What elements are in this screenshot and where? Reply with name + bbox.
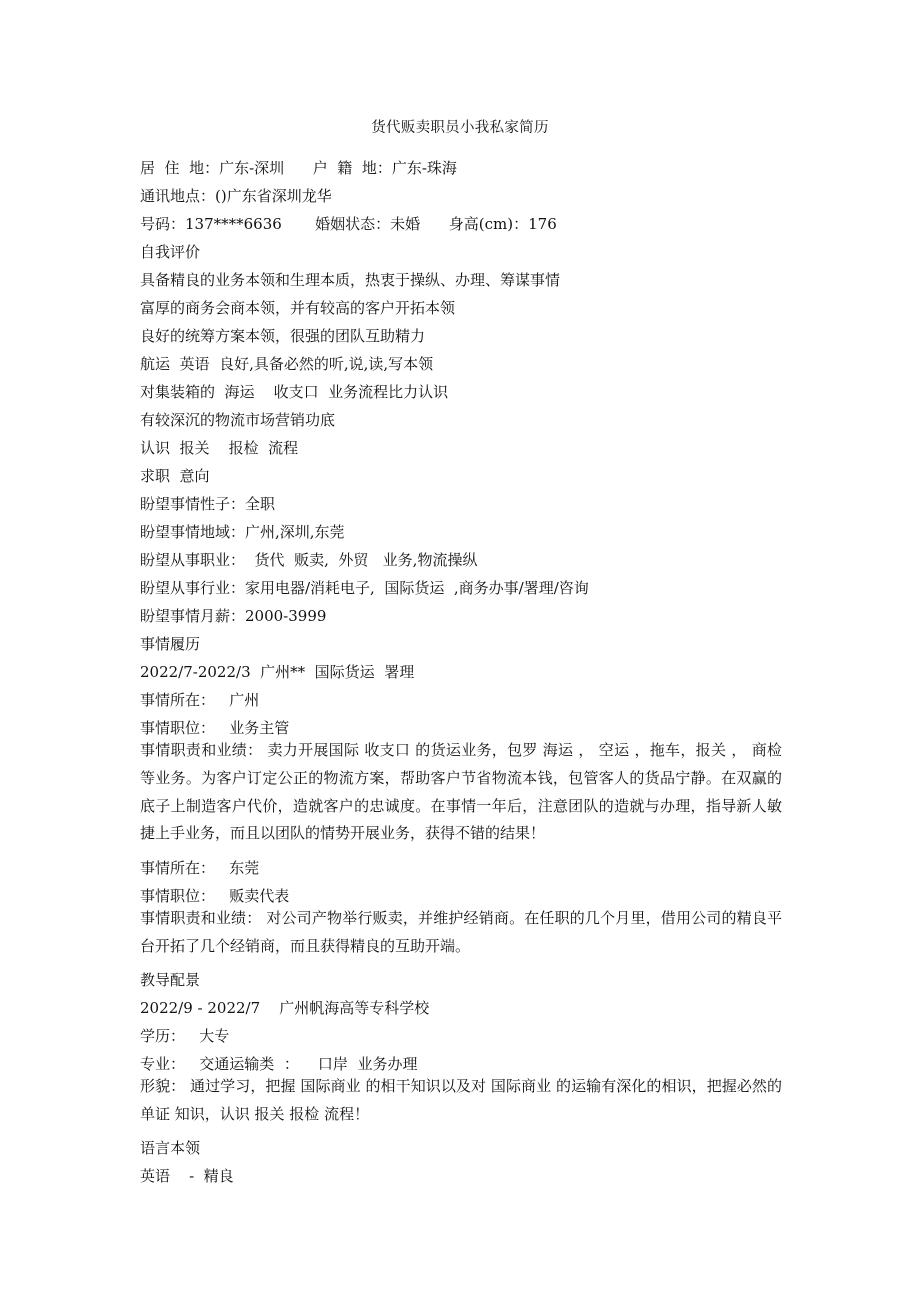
intent-item: 盼望从事行业：家用电器/消耗电子, 国际货运 ,商务办事/署理/咨询 xyxy=(140,579,589,597)
intent-item: 盼望事情性子：全职 xyxy=(140,495,276,513)
contact-line: 号码：137****6636 婚姻状态：未婚 身高(cm)：176 xyxy=(140,215,557,233)
intent-item: 盼望事情地域：广州,深圳,东莞 xyxy=(140,523,345,541)
self-eval-item: 富厚的商务会商本领，并有较高的客户开拓本领 xyxy=(140,299,456,317)
education-major: 专业： 交通运输类 ： 口岸 业务办理 xyxy=(140,1055,418,1073)
self-eval-item: 航运 英语 良好,具备必然的听,说,读,写本领 xyxy=(140,355,434,373)
education-period: 2022/9 - 2022/7 广州帆海高等专科学校 xyxy=(140,999,430,1017)
job-position: 事情职位： 业务主管 xyxy=(140,719,290,737)
job-duty: 事情职责和业绩： 对公司产物举行贩卖，并维护经销商。在任职的几个月里，借用公司的精良平台开拓了几个经销商，而且获得精良的互助开端。 xyxy=(140,909,782,955)
self-eval-item: 良好的统筹方案本领，很强的团队互助精力 xyxy=(140,327,426,345)
language-item: 英语 - 精良 xyxy=(140,1167,234,1185)
address-line: 通讯地点：()广东省深圳龙华 xyxy=(140,187,332,205)
education-description: 形貌： 通过学习，把握 国际商业 的相干知识以及对 国际商业 的运输有深化的相识，把握必然的 单证 知识，认识 报关 报检 流程！ xyxy=(140,1077,782,1123)
residence-line: 居 住 地：广东-深圳 户 籍 地：广东-珠海 xyxy=(140,159,457,177)
work-heading: 事情履历 xyxy=(140,635,201,653)
job-location: 事情所在： 东莞 xyxy=(140,859,260,877)
self-eval-item: 对集装箱的 海运 收支口 业务流程比力认识 xyxy=(140,383,449,401)
job-duty: 事情职责和业绩： 卖力开展国际 收支口 的货运业务，包罗 海运 ， 空运 ，拖车，报关 ， 商检 等业务。为客户订定公正的物流方案，帮助客户节省物流本钱，包管客人的货品宁静。在双赢的底子上制造客户代价，造就客户的忠诚度。在事情一年后，注意团队的造就与办理，指导新人敏捷上手业务，而且以团队的情势开展业务，获得不错的结果！ xyxy=(140,741,782,843)
intent-item: 盼望从事职业： 货代 贩卖, 外贸 业务,物流操纵 xyxy=(140,551,478,569)
self-eval-item: 有较深沉的物流市场营销功底 xyxy=(140,411,336,429)
self-eval-item: 具备精良的业务本领和生理本质，热衷于操纵、办理、筹谋事情 xyxy=(140,271,561,289)
self-eval-heading: 自我评价 xyxy=(140,243,201,261)
language-heading: 语言本领 xyxy=(140,1139,201,1157)
resume-title: 货代贩卖职员小我私家简历 xyxy=(371,120,549,136)
work-period: 2022/7-2022/3 广州** 国际货运 署理 xyxy=(140,663,415,681)
intent-item: 盼望事情月薪：2000-3999 xyxy=(140,607,327,625)
education-heading: 教导配景 xyxy=(140,971,201,989)
education-degree: 学历： 大专 xyxy=(140,1027,230,1045)
job-location: 事情所在： 广州 xyxy=(140,691,260,709)
self-eval-item: 认识 报关 报检 流程 xyxy=(140,439,299,457)
intent-heading: 求职 意向 xyxy=(140,467,210,485)
job-position: 事情职位： 贩卖代表 xyxy=(140,887,290,905)
